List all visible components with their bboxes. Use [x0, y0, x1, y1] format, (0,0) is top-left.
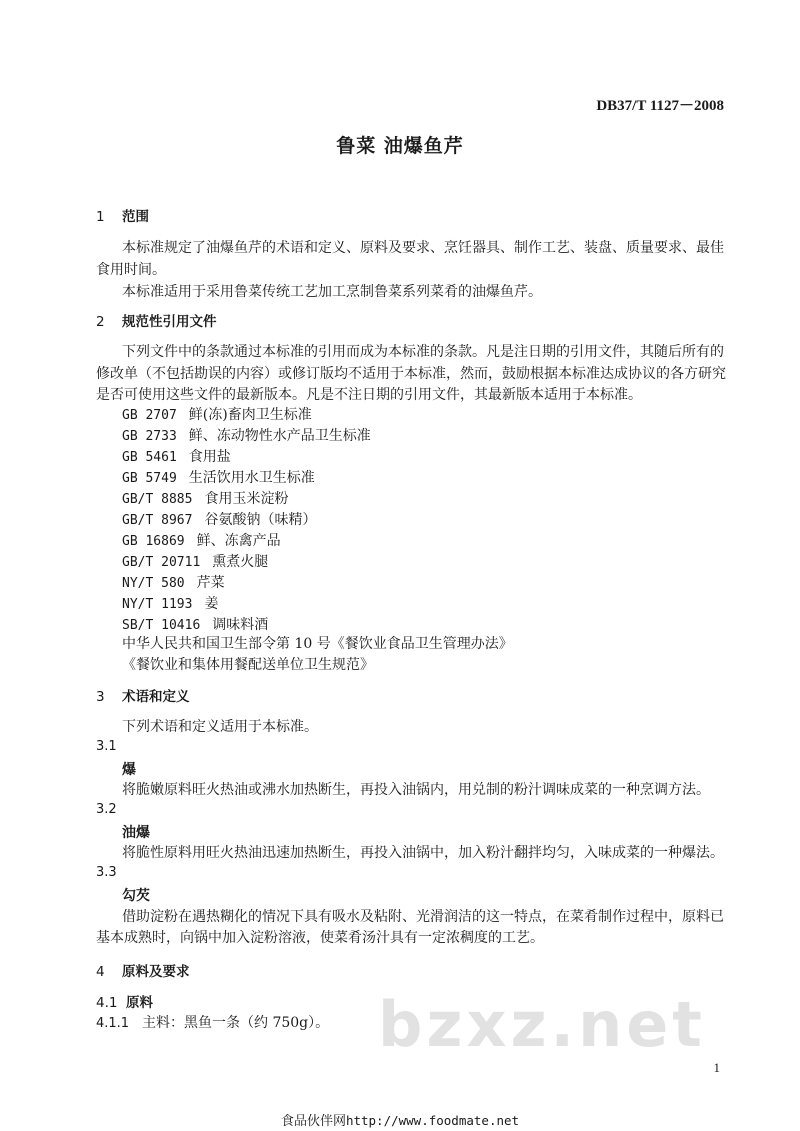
term-name: 油爆 — [122, 825, 150, 841]
term-number: 3.2 — [96, 802, 117, 817]
section-title: 规范性引用文件 — [122, 314, 217, 330]
reference-extra: 中华人民共和国卫生部令第 10 号《餐饮业食品卫生管理办法》 — [122, 636, 513, 652]
reference-item — [122, 425, 371, 445]
standard-number: DB37/T 1127－2008 — [596, 98, 724, 114]
reference-item — [122, 593, 218, 613]
paragraph-line: 本标准规定了油爆鱼芹的术语和定义、原料及要求、烹饪器具、制作工艺、装盘、质量要求、最佳 — [122, 240, 724, 256]
reference-item — [122, 530, 281, 550]
subsection-number: 4.1 — [96, 995, 118, 1011]
reference-name: 鲜、冻动物性水产品卫生标准 — [188, 428, 371, 444]
reference-code: GB 2707 — [122, 408, 177, 423]
section-title: 术语和定义 — [122, 689, 190, 705]
reference-extra: 《餐饮业和集体用餐配送单位卫生规范》 — [122, 657, 374, 673]
section-number: 3 — [96, 689, 105, 705]
section-number: 1 — [96, 209, 105, 225]
reference-name: 调味料酒 — [212, 617, 269, 633]
section-title: 范围 — [122, 209, 149, 225]
term-number: 3.1 — [96, 739, 117, 754]
term-definition: 借助淀粉在遇热糊化的情况下具有吸水及粘附、光滑润洁的这一特点，在菜肴制作过程中，原料已 — [122, 909, 724, 925]
reference-code: NY/T 580 — [122, 576, 185, 591]
clause-text: 主料：黑鱼一条（约 750g）。 — [142, 1015, 330, 1031]
subsection-title: 原料 — [126, 995, 153, 1011]
term-definition: 将脆性原料用旺火热油迅速加热断生，再投入油锅中，加入粉汁翻拌均匀，入味成菜的一种爆法。 — [122, 845, 724, 861]
clause-number: 4.1.1 — [96, 1016, 130, 1031]
reference-code: NY/T 1193 — [122, 597, 193, 612]
section-number: 4 — [96, 964, 105, 980]
watermark: bzxz.net — [378, 988, 706, 1061]
reference-name: 鲜、冻禽产品 — [196, 533, 281, 549]
section-number: 2 — [96, 314, 105, 330]
reference-item — [122, 509, 316, 529]
paragraph-line: 食用时间。 — [96, 262, 166, 278]
reference-name: 芹菜 — [196, 575, 225, 591]
reference-item — [122, 467, 315, 487]
section-title: 原料及要求 — [122, 964, 190, 980]
section-1-heading — [96, 205, 149, 225]
paragraph-line: 是否可使用这些文件的最新版本。凡是不注日期的引用文件，其最新版本适用于本标准。 — [96, 387, 642, 403]
reference-code: GB/T 8967 — [122, 513, 193, 528]
reference-name: 鲜(冻)畜肉卫生标准 — [188, 407, 312, 423]
clause-4-1-1 — [96, 1012, 329, 1032]
section-2-heading — [96, 310, 217, 330]
term-definition: 基本成熟时，向锅中加入淀粉溶液，使菜肴汤汁具有一定浓稠度的工艺。 — [96, 930, 544, 946]
reference-code: SB/T 10416 — [122, 618, 201, 633]
reference-item — [122, 404, 312, 424]
reference-name: 姜 — [204, 596, 219, 612]
reference-item — [122, 614, 268, 634]
reference-item — [122, 488, 288, 508]
term-name: 爆 — [122, 762, 136, 778]
reference-code: GB/T 20711 — [122, 555, 201, 570]
term-name: 勾芡 — [122, 888, 150, 904]
reference-name: 生活饮用水卫生标准 — [188, 470, 315, 486]
reference-item — [122, 551, 268, 571]
reference-name: 谷氨酸钠（味精） — [204, 512, 317, 528]
paragraph-line: 本标准适用于采用鲁菜传统工艺加工烹制鲁菜系列菜肴的油爆鱼芹。 — [122, 284, 542, 300]
footer — [0, 1110, 800, 1129]
reference-code: GB/T 8885 — [122, 492, 193, 507]
footer-url[interactable]: http://www.foodmate.net — [345, 1113, 520, 1128]
document-title: 鲁菜 油爆鱼芹 — [336, 135, 464, 157]
subsection-heading — [96, 991, 153, 1011]
footer-site-name: 食品伙伴网 — [280, 1114, 346, 1129]
page-number: 1 — [713, 1060, 720, 1075]
reference-code: GB 2733 — [122, 429, 177, 444]
reference-code: GB 5749 — [122, 471, 177, 486]
term-definition: 将脆嫩原料旺火热油或沸水加热断生，再投入油锅内，用兑制的粉汁调味成菜的一种烹调方法。 — [122, 782, 710, 798]
term-number: 3.3 — [96, 865, 117, 880]
reference-item — [122, 572, 225, 592]
section-4-heading — [96, 960, 190, 980]
paragraph-line: 修改单（不包括勘误的内容）或修订版均不适用于本标准，然而，鼓励根据本标准达成协议的各方研究 — [96, 366, 726, 382]
reference-name: 食用玉米淀粉 — [204, 491, 289, 507]
reference-item — [122, 446, 231, 466]
paragraph-line: 下列文件中的条款通过本标准的引用而成为本标准的条款。凡是注日期的引用文件，其随后所有的 — [122, 344, 724, 360]
reference-code: GB 5461 — [122, 450, 177, 465]
section-3-heading — [96, 685, 190, 705]
paragraph-line: 下列术语和定义适用于本标准。 — [122, 719, 318, 735]
reference-code: GB 16869 — [122, 534, 185, 549]
reference-name: 食用盐 — [188, 449, 231, 465]
reference-name: 熏煮火腿 — [212, 554, 269, 570]
